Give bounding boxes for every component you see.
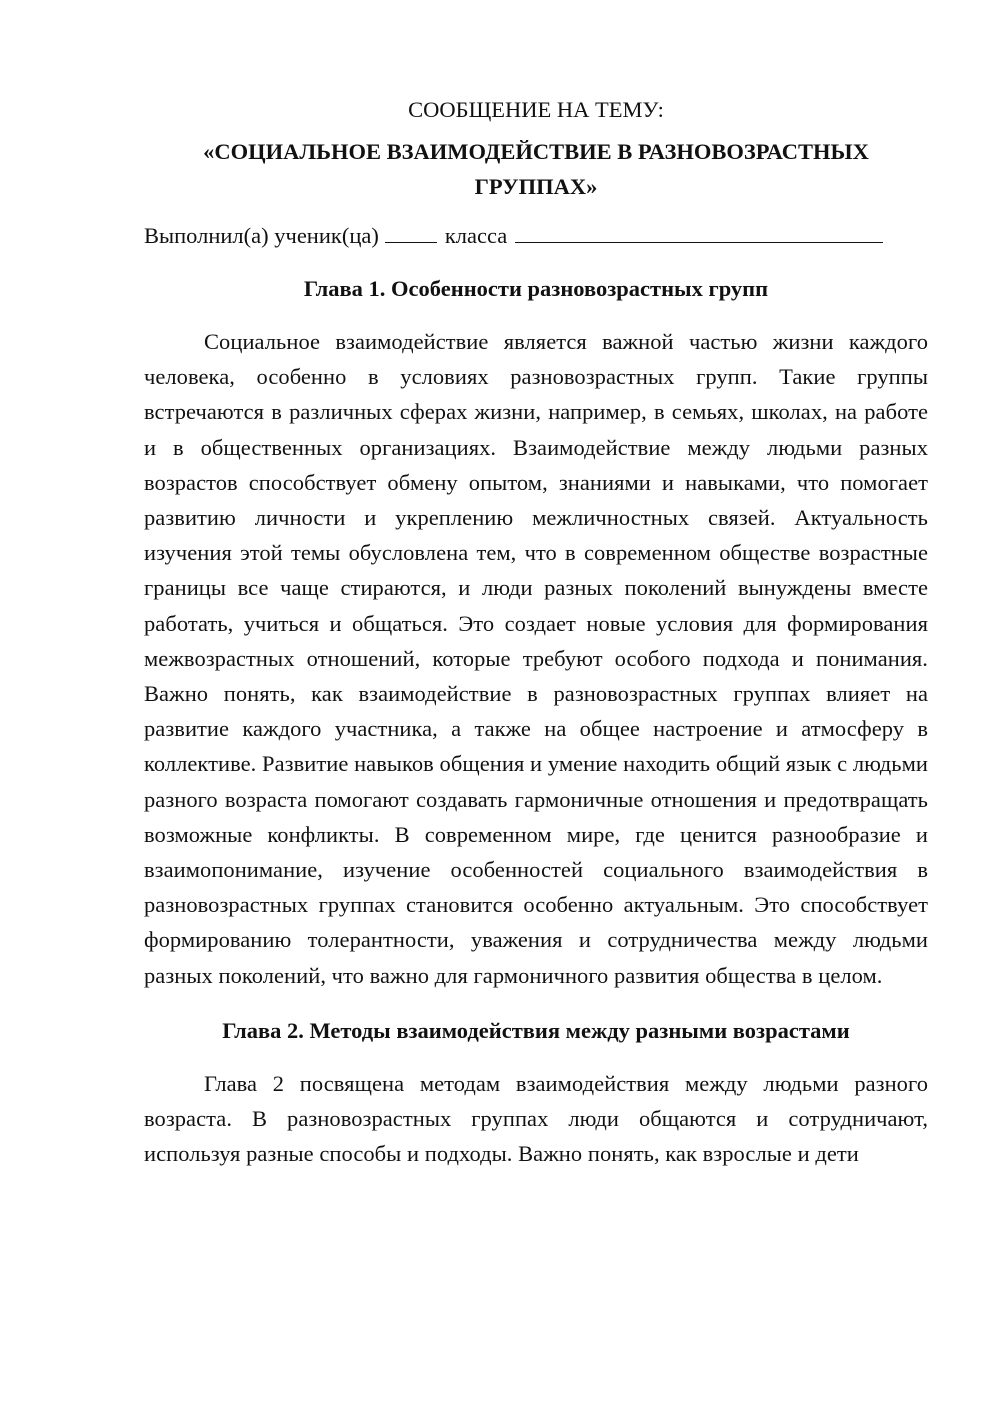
- document-title: «СОЦИАЛЬНОЕ ВЗАИМОДЕЙСТВИЕ В РАЗНОВОЗРАСТНЫХ ГРУППАХ»: [203, 139, 869, 199]
- author-line-middle: класса: [444, 223, 508, 248]
- name-blank-field: [515, 241, 883, 243]
- author-line-prefix: Выполнил(а) ученик(ца): [144, 223, 379, 248]
- class-blank-field: [385, 241, 437, 243]
- author-line: [144, 218, 928, 253]
- chapter-2-heading: Глава 2. Методы взаимодействия между разными возрастами: [222, 1017, 850, 1043]
- document-content: [144, 92, 928, 1191]
- chapter-1-paragraph: Социальное взаимодействие является важной частью жизни каждого человека, особенно в условиях разновозрастных групп. Такие группы встречаются в различных сферах жизни, например, в семьях, школах, на работе и в общественных организациях. Взаимодействие между людьми разных возрастов способствует обмену опытом, знаниями и навыками, что помогает развитию личности и укреплению межличностных связей. Актуальность изучения этой темы обусловлена тем, что в современном обществе возрастные границы все чаще стираются, и люди разных поколений вынуждены вместе работать, учиться и общаться. Это создает новые условия для формирования межвозрастных отношений, которые требуют особого подхода и понимания. Важно понять, как взаимодействие в разновозрастных группах влияет на развитие каждого участника, а также на общее настроение и атмосферу в коллективе. Развитие навыков общения и умение находить общий язык с людьми разного возраста помогают создавать гармоничные отношения и предотвращать возможные конфликты. В современном мире, где ценится разнообразие и взаимопонимание, изучение особенностей социального взаимодействия в разновозрастных группах становится особенно актуальным. Это способствует формированию толерантности, уважения и сотрудничества между людьми разных поколений, что важно для гармоничного развития общества в целом.: [144, 329, 928, 988]
- chapter-1-heading: Глава 1. Особенности разновозрастных групп: [303, 276, 769, 301]
- document-header: СООБЩЕНИЕ НА ТЕМУ:: [408, 97, 664, 122]
- chapter-2-paragraph: Глава 2 посвящена методам взаимодействия между людьми разного возраста. В разновозрастных группах люди общаются и сотрудничают, используя разные способы и подходы. Важно понять, как взрослые и дети: [144, 1070, 928, 1167]
